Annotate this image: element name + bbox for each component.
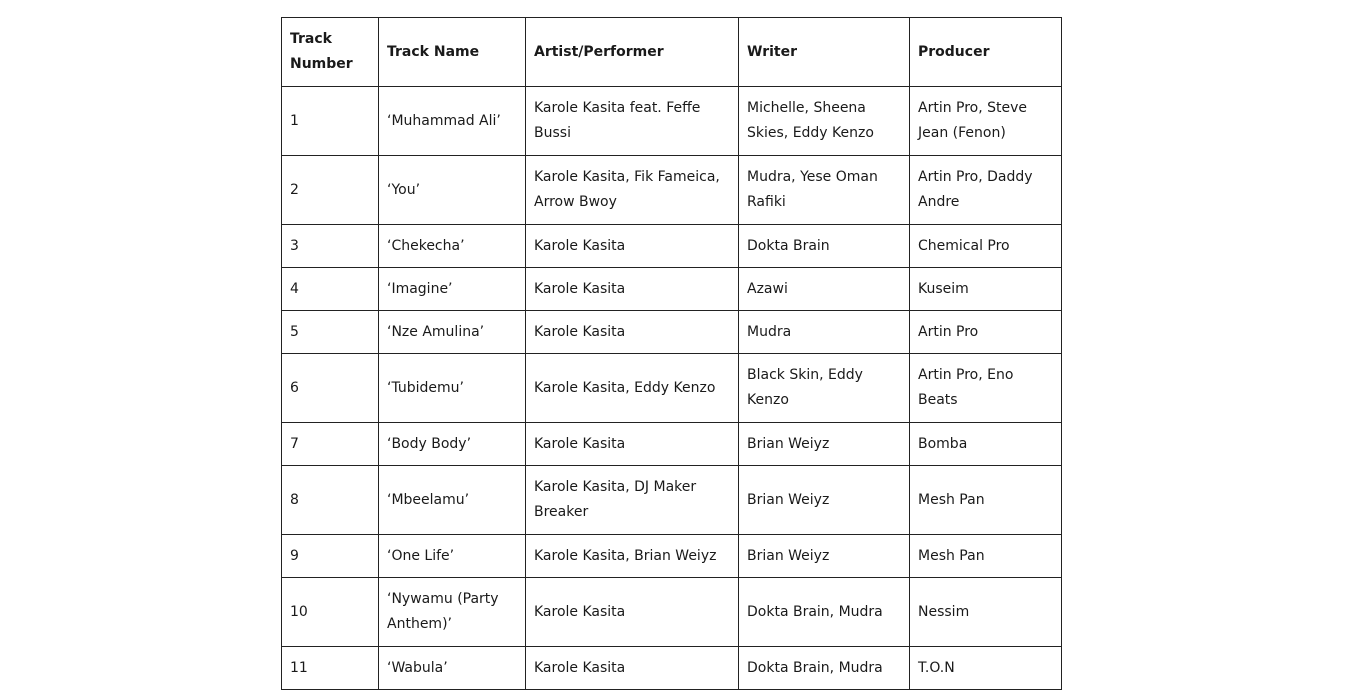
- cell-track-name: ‘Nywamu (Party Anthem)’: [379, 578, 526, 647]
- cell-track-number: 5: [282, 311, 379, 354]
- table-row: [282, 466, 1062, 535]
- cell-producer: Artin Pro, Daddy Andre: [910, 156, 1062, 225]
- cell-track-number: 1: [282, 87, 379, 156]
- cell-track-number: 8: [282, 466, 379, 535]
- cell-writer: Azawi: [739, 268, 910, 311]
- table-row: [282, 578, 1062, 647]
- cell-writer: Michelle, Sheena Skies, Eddy Kenzo: [739, 87, 910, 156]
- header-track-number-line2: Number: [290, 56, 353, 72]
- cell-track-number: 3: [282, 225, 379, 268]
- cell-producer: Artin Pro: [910, 311, 1062, 354]
- cell-track-name: ‘Mbeelamu’: [379, 466, 526, 535]
- table-header: [282, 18, 1062, 87]
- cell-artist: Karole Kasita, Eddy Kenzo: [526, 354, 739, 423]
- cell-track-name: ‘Imagine’: [379, 268, 526, 311]
- cell-producer: Mesh Pan: [910, 535, 1062, 578]
- cell-writer: Dokta Brain: [739, 225, 910, 268]
- cell-artist: Karole Kasita: [526, 423, 739, 466]
- cell-artist: Karole Kasita, Fik Fameica, Arrow Bwoy: [526, 156, 739, 225]
- cell-artist: Karole Kasita, Brian Weiyz: [526, 535, 739, 578]
- table-row: [282, 225, 1062, 268]
- cell-track-name: ‘Muhammad Ali’: [379, 87, 526, 156]
- header-track-number: [282, 18, 379, 87]
- cell-track-number: 7: [282, 423, 379, 466]
- cell-track-number: 9: [282, 535, 379, 578]
- cell-track-number: 4: [282, 268, 379, 311]
- cell-producer: Bomba: [910, 423, 1062, 466]
- cell-artist: Karole Kasita feat. Feffe Bussi: [526, 87, 739, 156]
- cell-writer: Brian Weiyz: [739, 423, 910, 466]
- tracklist-table: [281, 17, 1062, 690]
- cell-producer: Artin Pro, Eno Beats: [910, 354, 1062, 423]
- cell-track-number: 2: [282, 156, 379, 225]
- table-row: [282, 647, 1062, 690]
- cell-track-name: ‘Chekecha’: [379, 225, 526, 268]
- cell-writer: Mudra: [739, 311, 910, 354]
- table-row: [282, 87, 1062, 156]
- cell-writer: Dokta Brain, Mudra: [739, 578, 910, 647]
- cell-artist: Karole Kasita: [526, 311, 739, 354]
- cell-artist: Karole Kasita: [526, 647, 739, 690]
- cell-producer: Chemical Pro: [910, 225, 1062, 268]
- cell-track-name: ‘One Life’: [379, 535, 526, 578]
- cell-producer: T.O.N: [910, 647, 1062, 690]
- cell-artist: Karole Kasita: [526, 268, 739, 311]
- cell-writer: Mudra, Yese Oman Rafiki: [739, 156, 910, 225]
- cell-track-name: ‘Nze Amulina’: [379, 311, 526, 354]
- header-producer: Producer: [910, 18, 1062, 87]
- header-track-number-line1: Track: [290, 31, 332, 47]
- cell-writer: Dokta Brain, Mudra: [739, 647, 910, 690]
- cell-track-name: ‘Tubidemu’: [379, 354, 526, 423]
- table-row: [282, 535, 1062, 578]
- cell-artist: Karole Kasita, DJ Maker Breaker: [526, 466, 739, 535]
- cell-artist: Karole Kasita: [526, 578, 739, 647]
- cell-track-number: 10: [282, 578, 379, 647]
- cell-track-number: 6: [282, 354, 379, 423]
- header-artist: Artist/Performer: [526, 18, 739, 87]
- table-row: [282, 311, 1062, 354]
- header-row: [282, 18, 1062, 87]
- cell-track-name: ‘Wabula’: [379, 647, 526, 690]
- cell-track-number: 11: [282, 647, 379, 690]
- cell-producer: Artin Pro, Steve Jean (Fenon): [910, 87, 1062, 156]
- table-row: [282, 268, 1062, 311]
- cell-writer: Brian Weiyz: [739, 466, 910, 535]
- tracklist-table-container: [281, 17, 1062, 690]
- table-row: [282, 156, 1062, 225]
- header-writer: Writer: [739, 18, 910, 87]
- cell-producer: Nessim: [910, 578, 1062, 647]
- cell-writer: Black Skin, Eddy Kenzo: [739, 354, 910, 423]
- table-row: [282, 423, 1062, 466]
- cell-track-name: ‘Body Body’: [379, 423, 526, 466]
- cell-artist: Karole Kasita: [526, 225, 739, 268]
- cell-producer: Mesh Pan: [910, 466, 1062, 535]
- cell-writer: Brian Weiyz: [739, 535, 910, 578]
- table-body: [282, 87, 1062, 690]
- cell-track-name: ‘You’: [379, 156, 526, 225]
- table-row: [282, 354, 1062, 423]
- header-track-name: Track Name: [379, 18, 526, 87]
- cell-producer: Kuseim: [910, 268, 1062, 311]
